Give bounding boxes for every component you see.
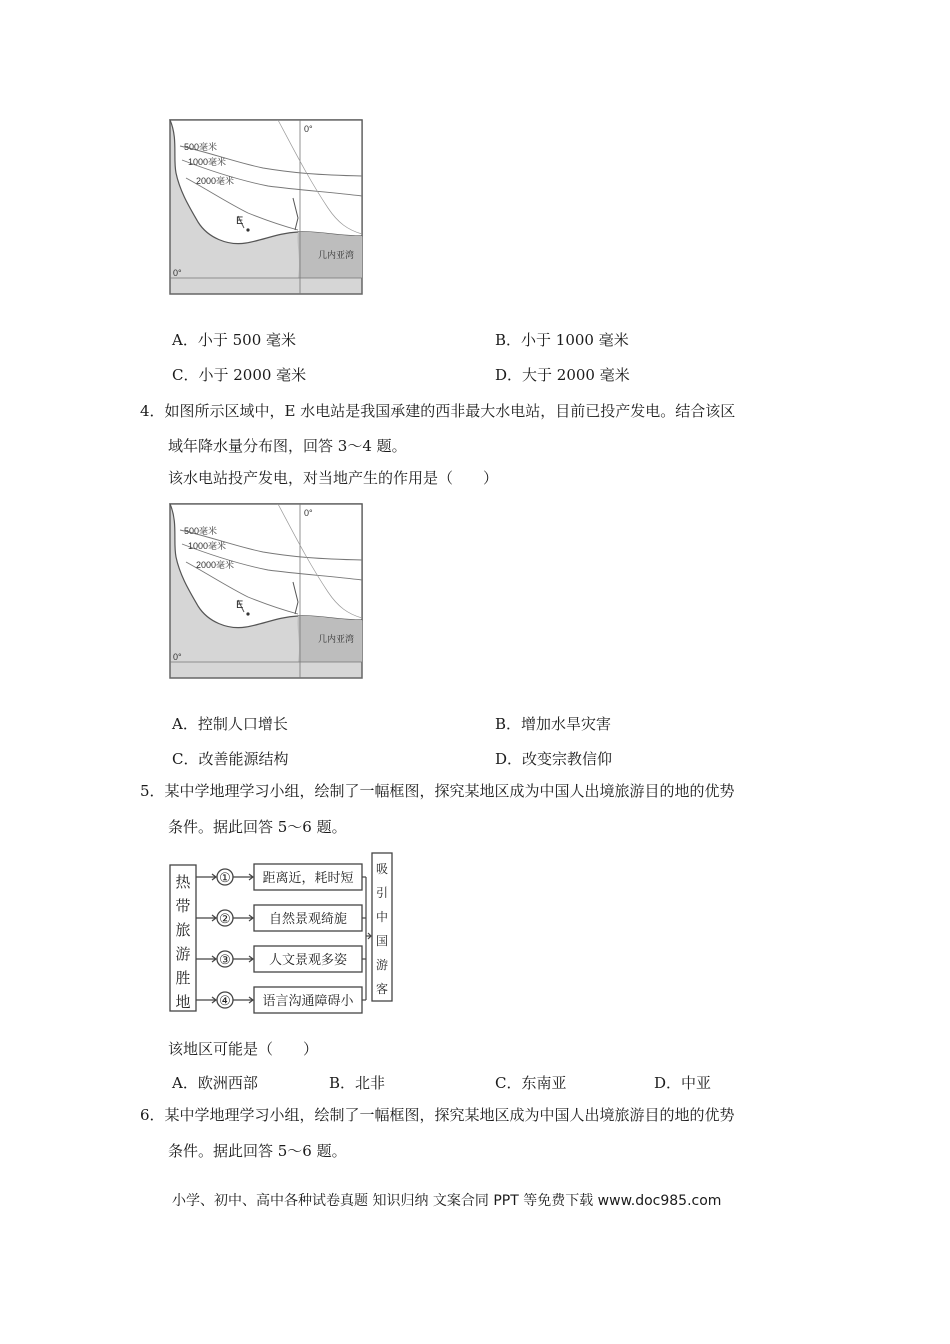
flow-left-char: 带 xyxy=(175,897,191,915)
q5-option-c[interactable]: C．东南亚 xyxy=(495,1074,567,1092)
q5-stem-line1: 5．某中学地理学习小组，绘制了一幅框图，探究某地区成为中国人出境旅游目的地的优势 xyxy=(140,782,735,800)
page-footer: 小学、初中、高中各种试卷真题 知识归纳 文案合同 PPT 等免费下载 www.doc985.com xyxy=(172,1193,722,1209)
q5-option-d[interactable]: D．中亚 xyxy=(654,1074,712,1092)
flow-number-1: ① xyxy=(219,871,231,886)
flow-left-char: 游 xyxy=(175,945,191,963)
q6-stem-line2: 条件。据此回答 5～6 题。 xyxy=(168,1142,347,1160)
flow-number-3: ③ xyxy=(219,953,231,968)
q4-stem-line1: 4．如图所示区域中，E 水电站是我国承建的西非最大水电站，目前已投产发电。结合该区 xyxy=(140,402,736,420)
q5-option-a[interactable]: A．欧洲西部 xyxy=(172,1074,258,1092)
isohyet-500-label: 500毫米 xyxy=(184,142,218,152)
flow-item-3: 人文景观多姿 xyxy=(268,953,348,968)
q4-option-a[interactable]: A．控制人口增长 xyxy=(172,715,288,733)
flow-item-1: 距离近，耗时短 xyxy=(262,871,354,886)
q5-question: 该地区可能是（ ） xyxy=(168,1040,319,1058)
flow-left-char: 热 xyxy=(175,873,191,891)
precipitation-map-2 xyxy=(168,502,364,680)
q3-option-a[interactable]: A．小于 500 毫米 xyxy=(172,331,296,349)
prime-meridian-label: 0° xyxy=(304,508,313,518)
flow-left-char: 地 xyxy=(175,993,191,1011)
isohyet-500-label: 500毫米 xyxy=(184,526,218,536)
flow-left-char: 胜 xyxy=(175,969,191,987)
station-e-label: E xyxy=(236,599,244,611)
prime-meridian-label: 0° xyxy=(304,124,313,134)
tourism-flow-diagram xyxy=(168,851,394,1021)
flow-left-char: 旅 xyxy=(175,921,191,939)
flow-item-4: 语言沟通障碍小 xyxy=(262,994,354,1009)
station-e-label: E xyxy=(236,215,244,227)
q5-option-b[interactable]: B．北非 xyxy=(329,1074,386,1092)
equator-label: 0° xyxy=(173,268,182,278)
precipitation-map-1 xyxy=(168,118,364,296)
isohyet-2000-label: 2000毫米 xyxy=(196,560,235,570)
q4-option-b[interactable]: B．增加水旱灾害 xyxy=(495,715,612,733)
flow-right-char: 引 xyxy=(375,886,389,900)
q6-stem-line1: 6．某中学地理学习小组，绘制了一幅框图，探究某地区成为中国人出境旅游目的地的优势 xyxy=(140,1106,735,1124)
flow-number-2: ② xyxy=(219,912,231,927)
flow-number-4: ④ xyxy=(219,994,231,1009)
flow-right-char: 吸 xyxy=(375,862,389,876)
flow-right-char: 中 xyxy=(375,910,389,924)
q3-option-d[interactable]: D．大于 2000 毫米 xyxy=(495,366,630,384)
q4-option-d[interactable]: D．改变宗教信仰 xyxy=(495,750,613,768)
q3-option-c[interactable]: C．小于 2000 毫米 xyxy=(172,366,307,384)
flow-right-char: 客 xyxy=(375,982,389,996)
flow-item-2: 自然景观绮旎 xyxy=(268,912,348,927)
q4-stem-line2: 域年降水量分布图，回答 3～4 题。 xyxy=(168,437,407,455)
q5-stem-line2: 条件。据此回答 5～6 题。 xyxy=(168,818,347,836)
isohyet-1000-label: 1000毫米 xyxy=(188,157,227,167)
gulf-of-guinea-label: 几内亚湾 xyxy=(318,250,355,260)
q4-option-c[interactable]: C．改善能源结构 xyxy=(172,750,289,768)
q3-option-b[interactable]: B．小于 1000 毫米 xyxy=(495,331,629,349)
flow-right-char: 游 xyxy=(375,958,389,972)
isohyet-1000-label: 1000毫米 xyxy=(188,541,227,551)
isohyet-2000-label: 2000毫米 xyxy=(196,176,235,186)
equator-label: 0° xyxy=(173,652,182,662)
q4-question: 该水电站投产发电，对当地产生的作用是（ ） xyxy=(168,469,499,487)
gulf-of-guinea-label: 几内亚湾 xyxy=(318,634,355,644)
flow-right-char: 国 xyxy=(375,934,389,948)
